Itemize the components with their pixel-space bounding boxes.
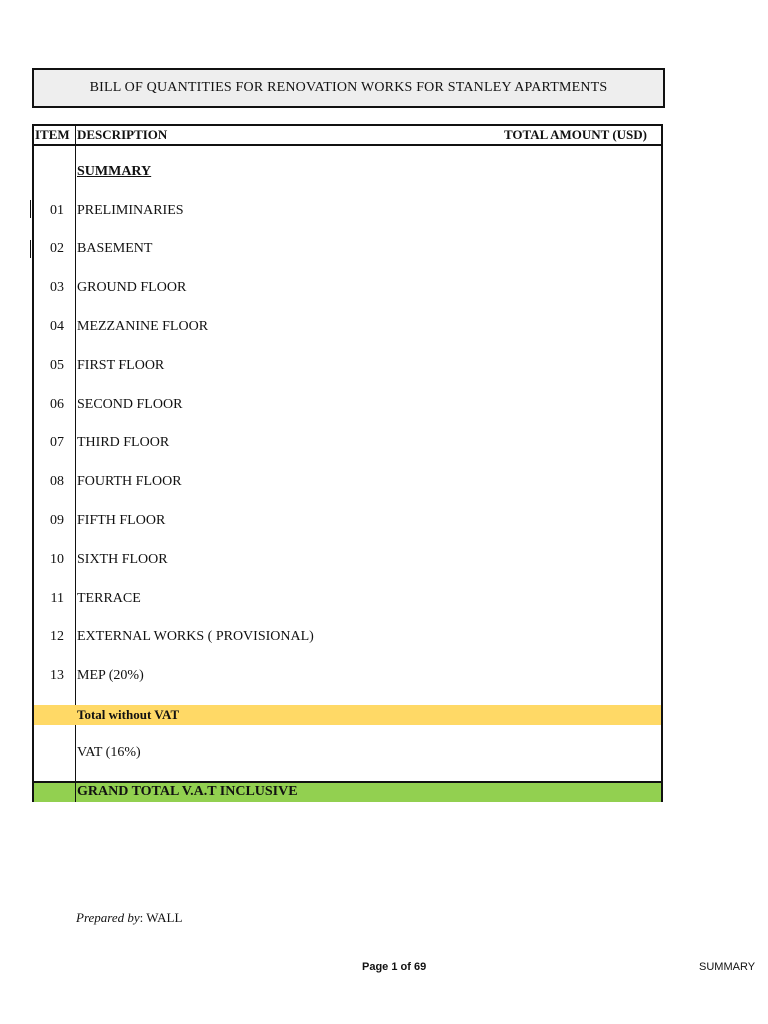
vat-label: VAT (16%) — [77, 745, 141, 760]
item-number: 04 — [50, 319, 64, 334]
table-row — [34, 356, 661, 376]
total-without-vat-label: Total without VAT — [77, 707, 180, 722]
table-row — [34, 278, 661, 298]
boq-summary-table — [32, 124, 663, 802]
item-description: GROUND FLOOR — [77, 280, 187, 295]
header-total-amount: TOTAL AMOUNT (USD) — [503, 127, 647, 142]
header-description: DESCRIPTION — [77, 127, 168, 142]
vat-row — [34, 743, 661, 763]
row-edge-mark — [30, 240, 31, 258]
table-row — [34, 627, 661, 647]
table-row — [34, 511, 661, 531]
item-description: BASEMENT — [77, 241, 153, 256]
table-row — [34, 550, 661, 570]
table-row — [34, 472, 661, 492]
item-number: 01 — [50, 203, 64, 218]
item-description: TERRACE — [77, 591, 141, 606]
item-number: 09 — [50, 513, 64, 528]
item-number: 13 — [50, 668, 64, 683]
item-description: SECOND FLOOR — [77, 397, 183, 412]
item-number: 06 — [50, 397, 64, 412]
item-number: 12 — [50, 629, 64, 644]
total-without-vat-row — [34, 705, 661, 725]
summary-heading: SUMMARY — [77, 164, 152, 179]
table-row — [34, 395, 661, 415]
item-number: 05 — [50, 358, 64, 373]
item-description: EXTERNAL WORKS ( PROVISIONAL) — [77, 629, 314, 644]
item-description: FIFTH FLOOR — [77, 513, 166, 528]
page-number: Page 1 of 69 — [362, 961, 427, 973]
table-header — [34, 126, 661, 146]
row-edge-mark — [30, 200, 31, 218]
summary-heading-row — [34, 162, 661, 182]
item-description: PRELIMINARIES — [77, 203, 184, 218]
item-description: THIRD FLOOR — [77, 435, 170, 450]
table-row — [34, 666, 661, 686]
grand-total-label: GRAND TOTAL V.A.T INCLUSIVE — [77, 784, 298, 799]
prepared-by — [76, 910, 182, 926]
item-description: FOURTH FLOOR — [77, 474, 182, 489]
table-row — [34, 433, 661, 453]
table-row — [34, 239, 661, 259]
item-number: 08 — [50, 474, 64, 489]
prepared-by-value: WALL — [146, 910, 183, 925]
item-description: MEP (20%) — [77, 668, 144, 683]
header-item: ITEM — [35, 127, 70, 142]
prepared-by-separator: : — [139, 910, 144, 925]
item-number: 10 — [50, 552, 64, 567]
item-description: SIXTH FLOOR — [77, 552, 168, 567]
grand-total-row — [34, 781, 661, 802]
item-number: 03 — [50, 280, 64, 295]
item-description: MEZZANINE FLOOR — [77, 319, 209, 334]
item-number: 11 — [50, 591, 64, 606]
document-title-text: BILL OF QUANTITIES FOR RENOVATION WORKS FOR STANLEY APARTMENTS — [89, 80, 608, 95]
item-number: 02 — [50, 241, 64, 256]
item-description: FIRST FLOOR — [77, 358, 165, 373]
grand-total-divider — [75, 783, 76, 802]
document-title — [32, 68, 665, 108]
item-number: 07 — [50, 435, 64, 450]
sheet-name: SUMMARY — [699, 961, 756, 973]
prepared-by-label: Prepared by — [76, 910, 140, 925]
table-row — [34, 201, 661, 221]
table-row — [34, 589, 661, 609]
table-row — [34, 317, 661, 337]
